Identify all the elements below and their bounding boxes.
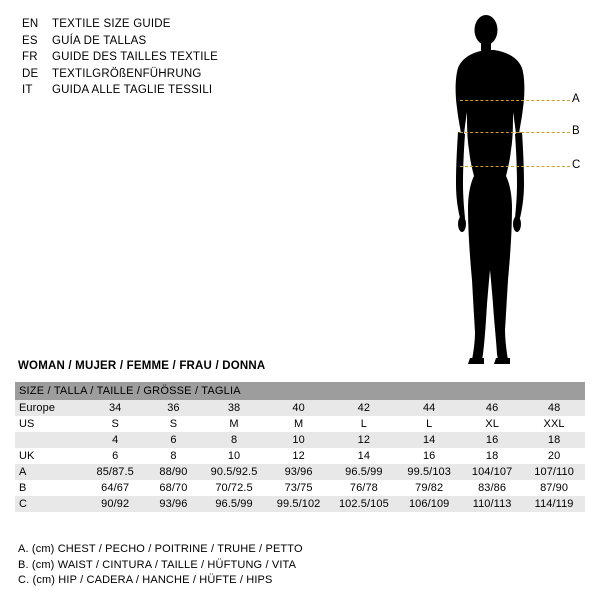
language-title-block [22,16,322,99]
table-row [15,448,585,464]
cell: 6 [85,448,146,464]
table-row [15,480,585,496]
size-table-wrapper [15,382,585,512]
measure-line-c [460,166,570,167]
cell: 102.5/105 [330,496,397,512]
row-label: US [15,416,85,432]
cell: XXL [523,416,585,432]
table-row [15,400,585,416]
cell: 76/78 [330,480,397,496]
cell: 48 [523,400,585,416]
cell: 90.5/92.5 [201,464,266,480]
language-code: ES [22,34,38,47]
language-title: TEXTILE SIZE GUIDE [52,18,171,30]
cell: 99.5/103 [397,464,461,480]
cell: 16 [397,448,461,464]
cell: 14 [330,448,397,464]
cell: 42 [330,400,397,416]
row-label [15,432,85,448]
cell: XL [461,416,523,432]
row-label: Europe [15,400,85,416]
cell: 34 [85,400,146,416]
table-header-label: SIZE / TALLA / TAILLE / GRÖSSE / TAGLIA [15,382,585,400]
measure-line-a [460,100,570,101]
cell: 90/92 [85,496,146,512]
cell: 18 [461,448,523,464]
row-label: UK [15,448,85,464]
cell: 16 [461,432,523,448]
language-code: IT [22,84,33,96]
cell: 18 [523,432,585,448]
row-label: B [15,480,85,496]
cell: 64/67 [85,480,146,496]
cell: 110/113 [461,496,523,512]
language-row [22,33,322,50]
cell: 107/110 [523,464,585,480]
cell: 106/109 [397,496,461,512]
cell: 38 [201,400,266,416]
cell: 104/107 [461,464,523,480]
cell: 83/86 [461,480,523,496]
cell: 88/90 [146,464,202,480]
measure-label-a: A [572,93,580,105]
cell: 12 [267,448,331,464]
measure-label-b: B [572,125,580,137]
cell: 20 [523,448,585,464]
language-code: EN [22,18,39,30]
cell: L [330,416,397,432]
table-row [15,464,585,480]
cell: 14 [397,432,461,448]
language-row [22,66,322,83]
cell: 6 [146,432,202,448]
cell: 46 [461,400,523,416]
language-code: FR [22,51,38,63]
table-row [15,496,585,512]
legend-row-a: A. (cm) CHEST / PECHO / POITRINE / TRUHE / PETTO [18,543,303,555]
cell: S [146,416,202,432]
cell: 40 [267,400,331,416]
cell: M [267,416,331,432]
language-row [22,16,322,33]
size-table [15,382,585,512]
cell: 93/96 [146,496,202,512]
table-row [15,432,585,448]
cell: M [201,416,266,432]
cell: 114/119 [523,496,585,512]
cell: 10 [267,432,331,448]
table-row [15,416,585,432]
cell: 70/72.5 [201,480,266,496]
cell: 99.5/102 [267,496,331,512]
cell: 73/75 [267,480,331,496]
cell: 79/82 [397,480,461,496]
language-title: GUÍA DE TALLAS [52,34,147,47]
cell: 96.5/99 [201,496,266,512]
row-label: A [15,464,85,480]
measure-line-b [460,132,570,133]
row-label: C [15,496,85,512]
language-row [22,82,322,99]
language-title: TEXTILGRÖßENFÜHRUNG [52,67,202,80]
cell: 85/87.5 [85,464,146,480]
cell: 8 [146,448,202,464]
cell: 8 [201,432,266,448]
table-header-row [15,382,585,400]
cell: 36 [146,400,202,416]
language-row [22,49,322,66]
legend-row-b: B. (cm) WAIST / CINTURA / TAILLE / HÜFTUNG / VITA [18,558,297,571]
language-title: GUIDE DES TAILLES TEXTILE [52,51,219,63]
section-title: WOMAN / MUJER / FEMME / FRAU / DONNA [18,360,266,372]
cell: 10 [201,448,266,464]
cell: 96.5/99 [330,464,397,480]
cell: 12 [330,432,397,448]
measure-label-c: C [572,159,581,171]
cell: S [85,416,146,432]
female-silhouette-figure [420,8,590,368]
cell: 87/90 [523,480,585,496]
cell: L [397,416,461,432]
language-code: DE [22,67,39,80]
cell: 68/70 [146,480,202,496]
cell: 44 [397,400,461,416]
cell: 4 [85,432,146,448]
legend-row-c: C. (cm) HIP / CADERA / HANCHE / HÜFTE / HIPS [18,574,273,586]
female-body-icon [420,8,590,368]
cell: 93/96 [267,464,331,480]
language-title: GUIDA ALLE TAGLIE TESSILI [52,84,213,96]
measurement-legend [18,542,578,589]
